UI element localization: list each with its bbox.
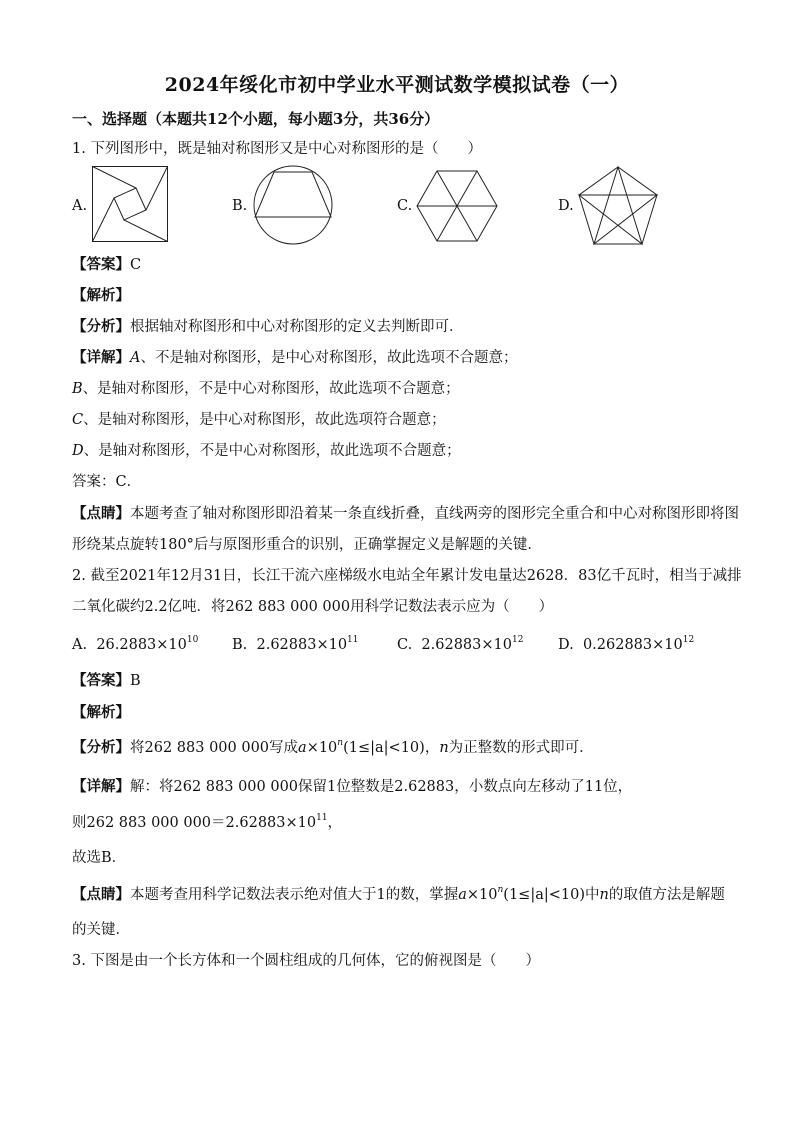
explanation-text: 、是轴对称图形，不是中心对称图形，故此选项不合题意；	[82, 381, 460, 397]
explanation-text: 、是轴对称图形，是中心对称图形，故此选项符合题意；	[83, 412, 446, 428]
q1-stem: 1. 下列图形中，既是轴对称图形又是中心对称图形的是（ ）	[72, 141, 482, 157]
q2-final-answer: 故选B．	[72, 850, 127, 866]
option-letter: D	[72, 443, 84, 459]
option-exponent: 12	[511, 635, 524, 645]
q1-option-b-label: B.	[232, 198, 248, 214]
ze-exponent: 11	[316, 813, 328, 823]
fenxi-tag: 【分析】	[72, 318, 130, 335]
q2-ze-line	[72, 813, 342, 833]
q2-xiangjie	[72, 777, 632, 797]
q2-option-b	[232, 635, 359, 655]
q1-xiangjie-line-a	[72, 348, 517, 368]
option-letter: B	[72, 381, 83, 397]
explanation-text: 、是轴对称图形，不是中心对称图形，故此选项不合题意；	[83, 443, 461, 459]
fenxi-text: 将262 883 000 000写成	[130, 740, 299, 756]
option-exponent: 10	[186, 635, 199, 645]
q2-answer	[72, 671, 141, 691]
option-value: 2.62883×10	[256, 637, 348, 653]
fenxi-text: 根据轴对称图形和中心对称图形的定义去判断即可．	[130, 319, 464, 335]
explanation-text: 、不是轴对称图形，是中心对称图形，故此选项不合题意；	[140, 350, 518, 366]
dianjing-text: 中	[585, 887, 600, 903]
q1-answer	[72, 255, 141, 275]
formula-base: ×10	[306, 740, 338, 756]
q1-figure-b-trapezoid-in-circle	[252, 164, 334, 246]
formula-exponent: n	[337, 738, 344, 748]
page-title: 2024年绥化市初中学业水平测试数学模拟试卷（一）	[164, 74, 630, 96]
q1-dianjing-line-2: 形绕某点旋转180°后与原图形重合的识别，正确掌握定义是解题的关键．	[72, 537, 542, 553]
ze-text: ，	[327, 815, 343, 831]
option-value: 0.262883×10	[582, 637, 683, 653]
xiangjie-tag: 【详解】	[72, 349, 130, 366]
option-letter: A	[130, 350, 141, 366]
dianjing-tag: 【点睛】	[72, 505, 130, 522]
answer-tag: 【答案】	[72, 672, 130, 689]
option-label: C.	[397, 637, 413, 653]
option-letter: C	[72, 412, 84, 428]
ze-text: 则262 883 000 000＝2.62883×10	[72, 815, 317, 831]
q1-xiangjie-line-d	[72, 441, 461, 461]
dianjing-text: 本题考查了轴对称图形即沿着某一条直线折叠，直线两旁的图形完全重合和中心对称图形即将图	[130, 506, 739, 522]
q1-fenxi	[72, 317, 464, 337]
q2-stem-line-1: 2. 截至2021年12月31日，长江干流六座梯级水电站全年累计发电量达2628．83亿千瓦时，相当于减排	[72, 568, 742, 584]
formula-exponent: n	[497, 885, 504, 895]
xiangjie-tag: 【详解】	[72, 778, 130, 795]
q2-fenxi	[72, 738, 594, 758]
q2-option-a	[72, 635, 198, 655]
q1-xiangjie-line-c	[72, 410, 446, 430]
q2-option-c	[397, 635, 523, 655]
fenxi-text: ，	[424, 740, 440, 756]
option-exponent: 12	[682, 635, 695, 645]
answer-tag: 【答案】	[72, 256, 130, 273]
section-heading: 一、选择题（本题共12个小题，每小题3分，共36分）	[72, 110, 440, 128]
formula-a: a	[298, 740, 307, 756]
q2-stem-line-2: 二氧化碳约2.2亿吨．将262 883 000 000用科学记数法表示应为（ ）	[72, 599, 554, 615]
option-label: D.	[558, 637, 574, 653]
q2-dianjing-line-1	[72, 885, 725, 905]
q2-jiexi-tag: 【解析】	[72, 704, 130, 721]
q1-jiexi-tag: 【解析】	[72, 287, 130, 304]
option-exponent: 11	[347, 635, 359, 645]
answer-value: C	[130, 257, 142, 273]
xiangjie-text: 解：将262 883 000 000保留1位整数是2.62883，小数点向左移动了11位，	[130, 779, 633, 795]
q1-xiangjie-line-b	[72, 379, 460, 399]
formula-n: n	[439, 740, 449, 756]
q2-option-d	[558, 635, 694, 655]
q3-stem: 3. 下图是由一个长方体和一个圆柱组成的几何体，它的俯视图是（ ）	[72, 953, 540, 969]
formula-range: (1≤|a|<10)	[503, 887, 586, 903]
formula-base: ×10	[466, 887, 498, 903]
fenxi-text: 为正整数的形式即可．	[448, 740, 594, 756]
dianjing-text: 的取值方法是解题	[608, 887, 725, 903]
q1-figure-a-pinwheel-square	[92, 166, 168, 242]
fenxi-tag: 【分析】	[72, 739, 130, 756]
formula-a: a	[458, 887, 467, 903]
q1-option-a-label: A.	[72, 198, 88, 214]
answer-value: B	[130, 673, 141, 689]
option-label: B.	[232, 637, 248, 653]
formula-range: (1≤|a|<10)	[343, 740, 425, 756]
q1-dianjing-line-1	[72, 504, 739, 524]
formula-n: n	[599, 887, 609, 903]
dianjing-tag: 【点睛】	[72, 886, 130, 903]
q1-final-answer: 答案：C．	[72, 474, 142, 490]
q1-figure-d-pentagram	[577, 165, 659, 247]
option-label: A.	[72, 637, 88, 653]
q1-figure-c-hexagon	[416, 168, 498, 244]
option-value: 2.62883×10	[421, 637, 512, 653]
option-value: 26.2883×10	[96, 637, 187, 653]
q1-option-c-label: C.	[397, 198, 413, 214]
dianjing-text: 本题考查用科学记数法表示绝对值大于1的数，掌握	[130, 887, 459, 903]
q1-option-d-label: D.	[558, 198, 574, 214]
q2-dianjing-line-2: 的关键．	[72, 922, 130, 938]
